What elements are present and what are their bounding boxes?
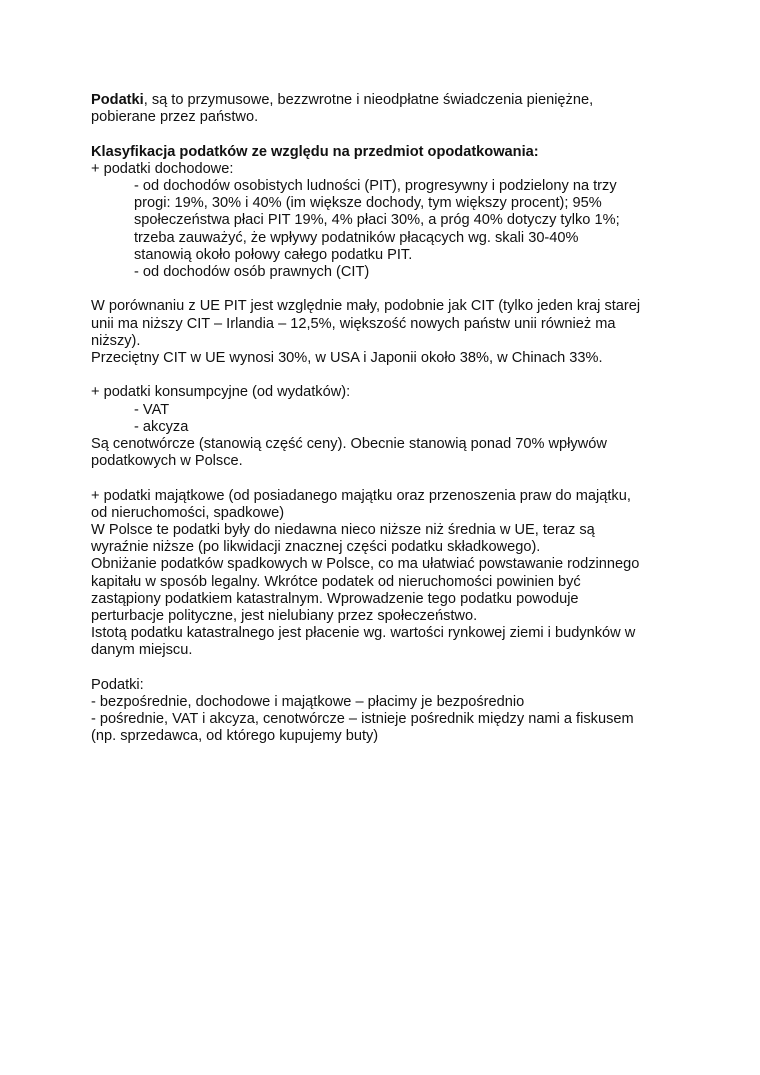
comparison-line: unii ma niższy CIT – Irlandia – 12,5%, większość nowych państw unii również ma — [91, 315, 616, 332]
consumption-note-line: podatkowych w Polsce. — [91, 453, 243, 470]
property-line: perturbacje polityczne, jest nielubiany przez społeczeństwo. — [91, 608, 478, 625]
property-line: Obniżanie podatków spadkowych w Polsce, co ma ułatwiać powstawanie rodzinnego — [91, 556, 640, 573]
property-line: Istotą podatku katastralnego jest płacenie wg. wartości rynkowej ziemi i budynków w — [91, 625, 636, 642]
income-item-line: progi: 19%, 30% i 40% (im większe dochody, tym większy procent); 95% — [134, 195, 602, 212]
summary-line: - bezpośrednie, dochodowe i majątkowe – płacimy je bezpośrednio — [91, 694, 525, 711]
summary-title: Podatki: — [91, 676, 144, 693]
comparison-line: niższy). — [91, 332, 141, 349]
intro-line-1 — [91, 92, 681, 109]
spacer — [91, 281, 681, 298]
consumption-note-line: Są cenotwórcze (stanowią część ceny). Obecnie stanowią ponad 70% wpływów — [91, 436, 607, 453]
spacer — [91, 367, 681, 384]
consumption-item-line: - akcyza — [134, 418, 189, 435]
spacer — [91, 660, 681, 677]
intro-line-2: pobierane przez państwo. — [91, 109, 259, 126]
intro-term: Podatki — [91, 92, 144, 108]
summary-line: - pośrednie, VAT i akcyza, cenotwórcze – istnieje pośrednik między nami a fiskusem — [91, 711, 634, 728]
intro-text: , są to przymusowe, bezzwrotne i nieodpłatne świadczenia pieniężne, — [143, 92, 594, 108]
spacer — [91, 126, 681, 143]
income-item-line: - od dochodów osobistych ludności (PIT), progresywny i podzielony na trzy — [134, 178, 617, 194]
consumption-tax-title: + podatki konsumpcyjne (od wydatków): — [91, 384, 351, 401]
document-page — [91, 92, 681, 746]
property-line: + podatki majątkowe (od posiadanego majątku oraz przenoszenia praw do majątku, — [91, 487, 631, 504]
property-line: danym miejscu. — [91, 642, 193, 659]
classification-heading: Klasyfikacja podatków ze względu na przedmiot opodatkowania: — [91, 143, 539, 160]
income-tax-title: + podatki dochodowe: — [91, 160, 234, 177]
income-item-line: społeczeństwa płaci PIT 19%, 4% płaci 30%, a próg 40% dotyczy tylko 1%; — [134, 212, 620, 229]
property-line: od nieruchomości, spadkowe) — [91, 504, 285, 521]
summary-line: (np. sprzedawca, od którego kupujemy buty) — [91, 728, 379, 745]
spacer — [91, 470, 681, 487]
income-item-line: trzeba zauważyć, że wpływy podatników płacących wg. skali 30-40% — [134, 229, 579, 246]
comparison-line: W porównaniu z UE PIT jest względnie mały, podobnie jak CIT (tylko jeden kraj starej — [91, 298, 641, 315]
property-line: kapitału w sposób legalny. Wkrótce podatek od nieruchomości powinien być — [91, 573, 581, 590]
income-item-line: stanowią około połowy całego podatku PIT. — [134, 246, 413, 263]
comparison-line: Przeciętny CIT w UE wynosi 30%, w USA i Japonii około 38%, w Chinach 33%. — [91, 350, 603, 367]
property-line: wyraźnie niższe (po likwidacji znacznej części podatku składkowego). — [91, 539, 541, 556]
consumption-item-line: - VAT — [134, 401, 170, 418]
property-line: zastąpiony podatkiem katastralnym. Wprowadzenie tego podatku powoduje — [91, 590, 579, 607]
income-item-line: - od dochodów osób prawnych (CIT) — [134, 264, 370, 281]
property-line: W Polsce te podatki były do niedawna nieco niższe niż średnia w UE, teraz są — [91, 522, 595, 539]
